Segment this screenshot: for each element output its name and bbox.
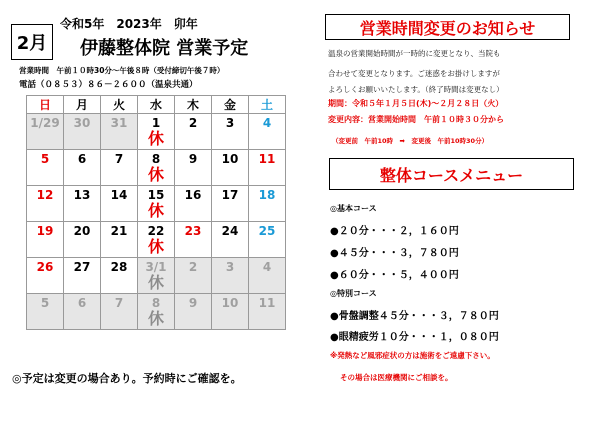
warning-consult: その場合は医療機関にご相談を。 bbox=[340, 373, 453, 382]
calendar-day-cell: 2 bbox=[175, 114, 212, 150]
weekday-header-row bbox=[27, 96, 286, 114]
calendar-day-cell: 22 休 bbox=[138, 222, 175, 258]
calendar-day-cell: 9 bbox=[175, 294, 212, 330]
calendar-day-cell: 7 bbox=[101, 150, 138, 186]
weekday-sat: 土 bbox=[249, 96, 286, 114]
clinic-title: 伊藤整体院 営業予定 bbox=[80, 38, 249, 59]
menu-title: 整体コースメニュー bbox=[329, 158, 574, 190]
calendar-week-row bbox=[27, 114, 286, 150]
calendar-day-cell: 15 休 bbox=[138, 186, 175, 222]
calendar-day-cell: 4 bbox=[249, 114, 286, 150]
calendar-day-cell: 6 bbox=[64, 150, 101, 186]
calendar-day-cell: 11 bbox=[249, 150, 286, 186]
calendar-day-cell: 10 bbox=[212, 294, 249, 330]
closed-mark: 休 bbox=[147, 129, 164, 148]
calendar-day-cell: 25 bbox=[249, 222, 286, 258]
calendar-table bbox=[26, 95, 286, 330]
calendar-day-cell: 31 bbox=[101, 114, 138, 150]
weekday-fri: 金 bbox=[212, 96, 249, 114]
calendar-day-cell: 12 bbox=[27, 186, 64, 222]
weekday-sun: 日 bbox=[27, 96, 64, 114]
calendar-day-cell: 19 bbox=[27, 222, 64, 258]
calendar-day-cell: 17 bbox=[212, 186, 249, 222]
business-hours: 営業時間 午前１０時30分～午後８時（受付締切午後７時） bbox=[19, 66, 225, 75]
calendar-day-cell: 24 bbox=[212, 222, 249, 258]
calendar-day-cell: 8 休 bbox=[138, 150, 175, 186]
calendar-day-cell: 20 bbox=[64, 222, 101, 258]
calendar-day-cell: 7 bbox=[101, 294, 138, 330]
calendar-day-cell: 11 bbox=[249, 294, 286, 330]
calendar-day-cell: 3 bbox=[212, 114, 249, 150]
menu-item: ●眼精疲労１０分・・・１，０８０円 bbox=[330, 332, 499, 343]
closed-mark: 休 bbox=[147, 309, 164, 328]
era-year-line: 令和5年 2023年 卯年 bbox=[60, 17, 198, 31]
menu-item: ●６０分・・・５，４００円 bbox=[330, 270, 459, 281]
weekday-thu: 木 bbox=[175, 96, 212, 114]
calendar-day-cell: 23 bbox=[175, 222, 212, 258]
menu-item: ●４５分・・・３，７８０円 bbox=[330, 248, 459, 259]
calendar-day-cell: 13 bbox=[64, 186, 101, 222]
weekday-wed: 水 bbox=[138, 96, 175, 114]
menu-item: ●骨盤調整４５分・・・３，７８０円 bbox=[330, 311, 499, 322]
schedule-note: ◎予定は変更の場合あり。予約時にご確認を。 bbox=[12, 372, 242, 385]
notice-text-line: 温泉の営業開始時間が一時的に変更となり、当院も bbox=[328, 49, 501, 58]
closed-mark: 休 bbox=[147, 237, 164, 256]
calendar-day-cell: 30 bbox=[64, 114, 101, 150]
calendar-day-cell: 27 bbox=[64, 258, 101, 294]
calendar-day-cell: 5 bbox=[27, 150, 64, 186]
calendar-day-cell: 26 bbox=[27, 258, 64, 294]
calendar-day-cell: 18 bbox=[249, 186, 286, 222]
warning-fever: ※発熱など風邪症状の方は施術をご遠慮下さい。 bbox=[330, 351, 495, 360]
calendar-week-row bbox=[27, 150, 286, 186]
calendar-day-cell: 8 休 bbox=[138, 294, 175, 330]
notice-before-after: （変更前 午前10時 ➡ 変更後 午前10時30分） bbox=[332, 137, 489, 145]
menu-item: ●２０分・・・２，１６０円 bbox=[330, 226, 459, 237]
calendar-week-row bbox=[27, 222, 286, 258]
calendar-day-cell: 28 bbox=[101, 258, 138, 294]
calendar-day-cell: 3 bbox=[212, 258, 249, 294]
closed-mark: 休 bbox=[147, 201, 164, 220]
calendar-week-row bbox=[27, 294, 286, 330]
phone-number: 電話（０８５３）８６－２６００（温泉共通） bbox=[19, 80, 198, 90]
calendar-week-row bbox=[27, 186, 286, 222]
calendar-day-cell: 4 bbox=[249, 258, 286, 294]
calendar-day-cell: 5 bbox=[27, 294, 64, 330]
calendar-day-cell: 6 bbox=[64, 294, 101, 330]
notice-change: 変更内容：営業開始時間 午前１０時３０分から bbox=[328, 115, 504, 124]
notice-title: 営業時間変更のお知らせ bbox=[325, 14, 570, 40]
special-course-heading: ◎特別コース bbox=[330, 289, 377, 298]
notice-period: 期間：令和５年１月５日(木)～２月２８日（火） bbox=[328, 99, 504, 108]
calendar-day-cell: 1 休 bbox=[138, 114, 175, 150]
calendar-day-cell: 3/1 休 bbox=[138, 258, 175, 294]
calendar-day-cell: 1/29 bbox=[27, 114, 64, 150]
calendar-day-cell: 2 bbox=[175, 258, 212, 294]
calendar-day-cell: 21 bbox=[101, 222, 138, 258]
basic-course-heading: ◎基本コース bbox=[330, 204, 377, 213]
notice-text-line: 合わせて変更となります。ご迷惑をお掛けしますが bbox=[328, 69, 500, 78]
calendar-week-row bbox=[27, 258, 286, 294]
calendar-day-cell: 14 bbox=[101, 186, 138, 222]
weekday-mon: 月 bbox=[64, 96, 101, 114]
calendar-day-cell: 9 bbox=[175, 150, 212, 186]
weekday-tue: 火 bbox=[101, 96, 138, 114]
closed-mark: 休 bbox=[147, 165, 164, 184]
calendar-day-cell: 10 bbox=[212, 150, 249, 186]
month-label: 2月 bbox=[11, 24, 53, 60]
calendar-day-cell: 16 bbox=[175, 186, 212, 222]
closed-mark: 休 bbox=[147, 273, 164, 292]
notice-text-line: よろしくお願いいたします。（終了時間は変更なし） bbox=[328, 85, 504, 94]
